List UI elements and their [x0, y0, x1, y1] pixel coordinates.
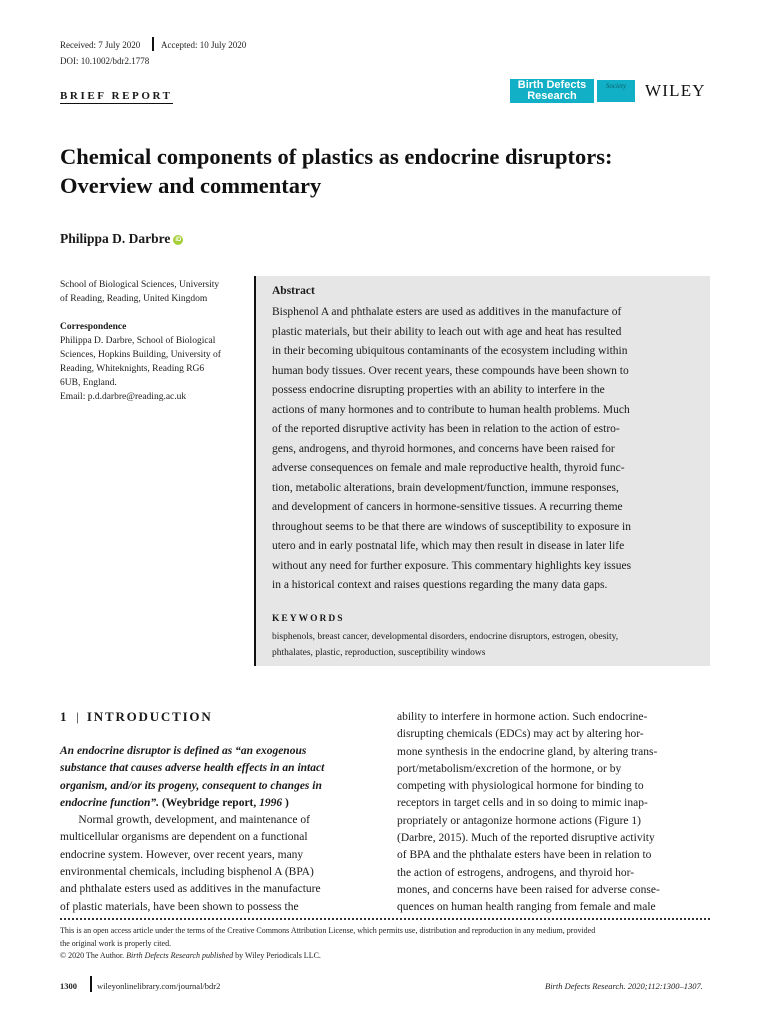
correspondence-line: Reading, Whiteknights, Reading RG6 [60, 364, 205, 374]
footnote-divider [60, 918, 710, 920]
article-type: BRIEF REPORT [60, 90, 173, 102]
society-logo: Society [597, 80, 635, 102]
title-line: Overview and commentary [60, 173, 322, 198]
abstract-line: utero and in early postnatal life, which may then result in disease in later life [272, 540, 625, 552]
quote-year[interactable]: 1996 [259, 796, 283, 809]
para-line: the action of estrogens, androgens, and thyroid hor- [397, 866, 635, 879]
quote-close: ) [285, 796, 289, 809]
abstract-line: without any need for further exposure. This commentary highlights key issues [272, 559, 632, 572]
right-column [397, 709, 710, 917]
abstract-line: adverse consequences on female and male reproductive health, thyroid func- [272, 462, 625, 474]
quote-line: substance that causes adverse health effects in an intact [60, 762, 325, 775]
para-line: propriately or antagonize hormone actions (Figure 1) [397, 814, 641, 827]
para-line: mone synthesis in the endocrine gland, by altering trans- [397, 745, 658, 758]
quote-reference: (Weybridge report, [161, 796, 257, 809]
para-line: ability to interfere in hormone action. Such endocrine- [397, 711, 648, 723]
para-line: of plastic materials, have been shown to possess the [60, 900, 299, 913]
abstract-line: in their becoming ubiquitous contaminants of the ecosystem including within [272, 345, 628, 357]
journal-url[interactable]: wileyonlinelibrary.com/journal/bdr2 [97, 981, 221, 991]
article-title [60, 142, 720, 200]
para-line: and phthalate esters used as additives in the manufacture [60, 883, 321, 896]
publisher-logo: WILEY [645, 81, 706, 100]
orcid-icon[interactable]: iD [175, 237, 182, 243]
license-line: the original work is properly cited. [60, 938, 172, 948]
meta-divider [152, 37, 154, 51]
abstract-line: possess endocrine disrupting properties with an ability to interfere in the [272, 384, 605, 396]
quote-line: endocrine function”. [60, 796, 160, 809]
para-line: competing with physiological hormone for binding to [397, 780, 644, 793]
keywords-heading: KEYWORDS [272, 614, 345, 624]
license-footnote [60, 925, 720, 963]
keywords-line: phthalates, plastic, reproduction, susceptibility windows [272, 648, 486, 658]
correspondence-line: Sciences, Hopkins Building, University of [60, 350, 221, 360]
abstract-rule [254, 276, 256, 666]
keywords-line: bisphenols, breast cancer, developmental disorders, endocrine disruptors, estrogen, obesity, [272, 632, 619, 642]
affiliation-block [60, 278, 245, 404]
abstract-heading: Abstract [272, 285, 315, 297]
abstract-line: Bisphenol A and phthalate esters are used as additives in the manufacture of [272, 306, 622, 318]
email-link[interactable]: Email: p.d.darbre@reading.ac.uk [60, 392, 187, 402]
correspondence-heading: Correspondence [60, 322, 127, 332]
para-line: port/metabolism/excretion of the hormone, or by [397, 762, 622, 775]
para-line: Normal growth, development, and maintenance of [78, 814, 310, 827]
citation: Birth Defects Research. 2020;112:1300–1307. [545, 981, 703, 991]
para-line: mones, and concerns have been raised for adverse conse- [397, 883, 660, 896]
para-line: of BPA and the phthalate esters have been in relation to [397, 849, 652, 862]
affiliation-line: of Reading, Reading, United Kingdom [60, 294, 208, 304]
abstract-line: in a historical context and raises questions regarding the many data gaps. [272, 579, 608, 591]
footer-divider [90, 976, 92, 992]
journal-logo[interactable]: Birth Defects Research [510, 79, 594, 103]
quote-line: organism, and/or its progeny, consequent to changes in [60, 779, 322, 792]
journal-logos [510, 79, 706, 103]
received-date: Received: 7 July 2020 [60, 40, 141, 50]
quote-line: An endocrine disruptor is defined as “an exogenous [60, 745, 307, 757]
copyright: © 2020 The Author. [60, 951, 125, 960]
section-number: 1 [60, 709, 69, 724]
affiliation-line: School of Biological Sciences, University [60, 280, 220, 290]
abstract-text [272, 303, 700, 596]
title-line: Chemical components of plastics as endocrine disruptors: [60, 144, 613, 169]
para-line: (Darbre, 2015). Much of the reported disruptive activity [397, 832, 655, 845]
author-name[interactable]: Philippa D. Darbre [60, 231, 171, 246]
para-line: environmental chemicals, including bisphenol A (BPA) [60, 866, 314, 879]
abstract-line: gens, androgens, and thyroid hormones, and concerns have been raised for [272, 442, 615, 455]
journal-name: Birth Defects Research published [126, 951, 234, 960]
correspondence-line: Philippa D. Darbre, School of Biological [60, 336, 216, 346]
abstract-line: throughout seems to be that there are windows of susceptibility to exposure in [272, 520, 631, 533]
page-number: 1300 [60, 981, 77, 991]
doi[interactable]: DOI: 10.1002/bdr2.1778 [60, 56, 150, 66]
abstract-line: of the reported disruptive activity has been in relation to the action of estro- [272, 423, 620, 435]
accepted-date: Accepted: 10 July 2020 [161, 40, 247, 50]
publisher-note: by Wiley Periodicals LLC. [235, 951, 321, 960]
section-title: INTRODUCTION [86, 709, 213, 724]
license-line: This is an open access article under the terms of the Creative Commons Attribution License, which permits use, distribution and reproduction in any medium, provided [60, 926, 596, 935]
para-line: receptors in target cells and in so doing to mimic inap- [397, 797, 648, 810]
definition-quote [60, 743, 375, 812]
abstract-line: human body tissues. Over recent years, these compounds have been shown to [272, 364, 629, 377]
para-line: multicellular organisms are dependent on a functional [60, 831, 308, 844]
para-line: quences on human health ranging from female and male [397, 901, 656, 914]
abstract-line: tion, metabolic alterations, brain development/function, immune responses, [272, 481, 619, 494]
section-heading [60, 709, 213, 725]
left-column [60, 743, 375, 916]
abstract-line: and development of cancers in hormone-sensitive tissues. A recurring theme [272, 501, 623, 513]
correspondence-line: 6UB, England. [60, 378, 117, 388]
para-line: disrupting chemicals (EDCs) may act by altering hor- [397, 728, 644, 741]
abstract-line: actions of many hormones and to contribute to human health problems. Much [272, 403, 630, 416]
para-line: endocrine system. However, over recent years, many [60, 848, 304, 861]
section-separator: | [76, 709, 79, 724]
abstract-line: plastic materials, but their ability to leach out with age and heat has resulted [272, 325, 622, 338]
keywords-text [272, 629, 702, 661]
author [60, 231, 183, 247]
